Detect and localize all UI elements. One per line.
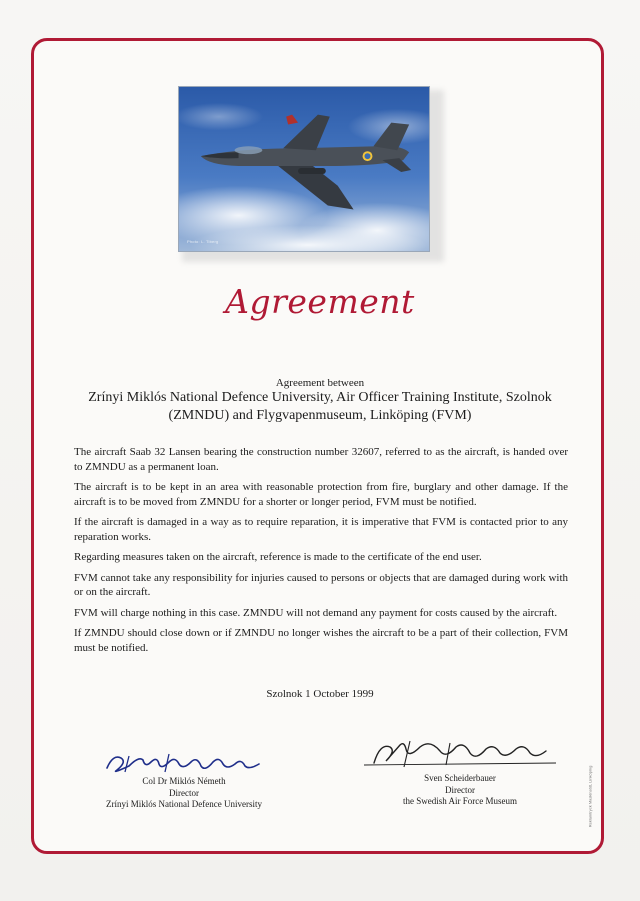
signatory-right-name: Sven Scheiderbauer bbox=[424, 773, 496, 783]
aircraft-photo bbox=[178, 86, 430, 252]
agreement-intro: Agreement between bbox=[275, 377, 365, 389]
document-title: Agreement bbox=[225, 282, 415, 321]
signatory-left-role: Director bbox=[169, 787, 199, 798]
printer-mark bbox=[583, 765, 593, 830]
clause: FVM cannot take any responsibility for injuries caused to persons or objects that are damaged during work with or on the aircraft. bbox=[74, 571, 568, 598]
printer-mark-text: Reklamtryck Maskinsätt, Linköping bbox=[587, 765, 593, 828]
signatory-left-org: Zrínyi Miklós National Defence University bbox=[106, 799, 262, 809]
signatory-right-role: Director bbox=[445, 784, 475, 795]
clause: If the aircraft is damaged in a way as to require reparation, it is imperative that FVM is contacted prior to any reparation works. bbox=[74, 516, 568, 543]
clause: FVM will charge nothing in this case. ZMNDU will not demand any payment for costs caused by the aircraft. bbox=[74, 606, 558, 619]
signatory-left-name: Col Dr Miklós Németh bbox=[142, 776, 226, 786]
clause: The aircraft Saab 32 Lansen bearing the construction number 32607, referred to as the aircraft, is handed over to ZMNDU as a permanent loan. bbox=[74, 446, 568, 473]
place-date: Szolnok 1 October 1999 bbox=[266, 688, 374, 700]
signature-block-left bbox=[84, 750, 284, 811]
signature-block-right bbox=[360, 737, 560, 808]
signatory-right-org: the Swedish Air Force Museum bbox=[403, 796, 517, 806]
aircraft-photo-image bbox=[179, 87, 429, 251]
agreement-body bbox=[74, 445, 568, 661]
clause: Regarding measures taken on the aircraft, reference is made to the certificate of the end user. bbox=[74, 551, 482, 563]
agreement-parties: Zrínyi Miklós National Defence University, Air Officer Training Institute, Szolnok (ZMNDU) and Flygvapenmuseum, Linköping (FVM) bbox=[88, 390, 552, 423]
clause: The aircraft is to be kept in an area with reasonable protection from fire, burglary and other damage. If the aircraft is to be moved from ZMNDU for a shorter or longer period, FVM must be notified. bbox=[74, 481, 568, 508]
handwritten-signature-right bbox=[360, 737, 560, 773]
handwritten-signature-left bbox=[99, 750, 269, 776]
clause: If ZMNDU should close down or if ZMNDU no longer wishes the aircraft to be a part of their collection, FVM must be notified. bbox=[74, 627, 568, 654]
photo-credit: Photo: L. Tiberg bbox=[187, 239, 219, 244]
